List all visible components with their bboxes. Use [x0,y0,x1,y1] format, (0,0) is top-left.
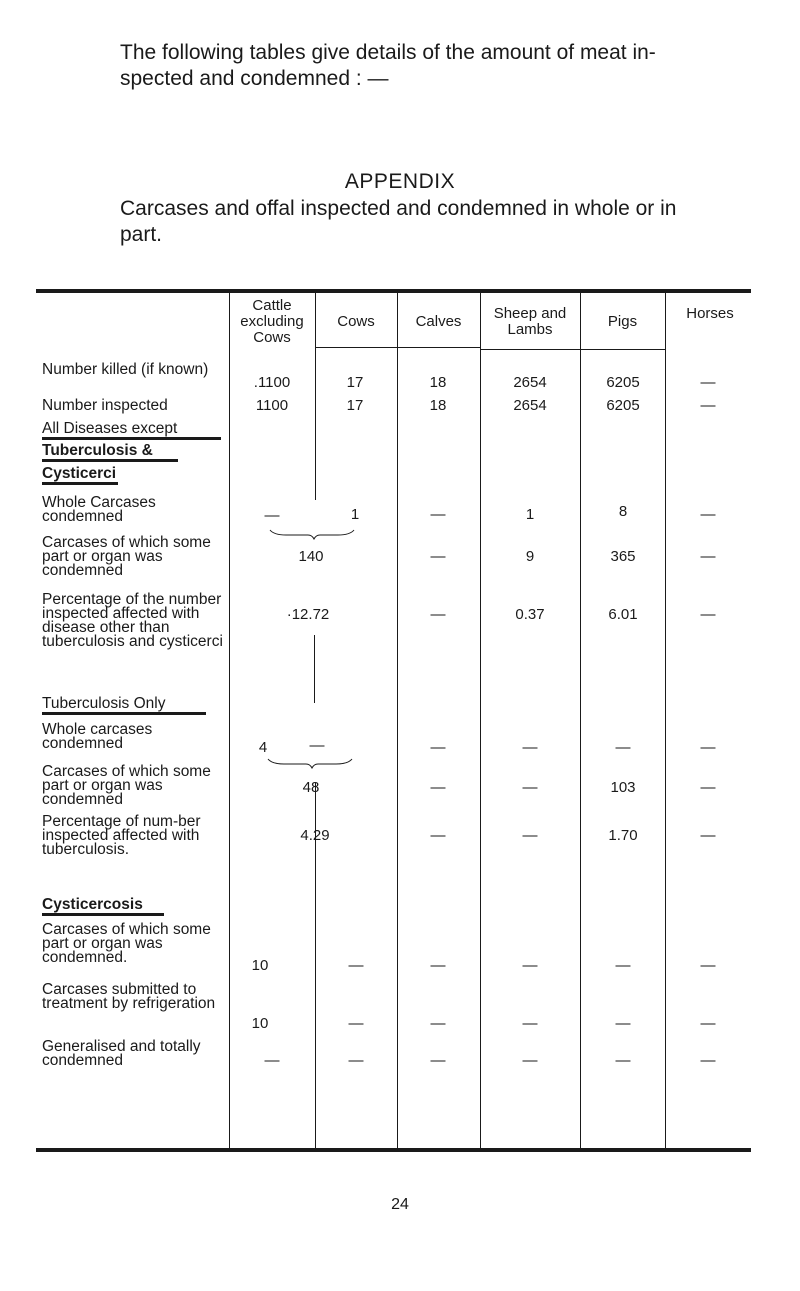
ad-pct-calves: — [430,606,446,623]
ad-pct-pigs: 6.01 [608,606,638,623]
tb-whole-sheep: — [522,739,538,756]
row-label-tb-pct: Percentage of num-ber inspected affected with tuberculosis. [42,813,201,858]
inspected-sheep: 2654 [513,397,547,414]
tb-pct-cattle-cows: 4.29 [300,827,330,844]
tb-pct-calves: — [430,827,446,844]
brace-ad-part [268,528,358,540]
header-underline-right [480,349,665,350]
table-top-rule [36,289,751,293]
row-label-inspected: Number inspected [42,397,168,414]
section-all-diseases-underline2 [42,459,178,462]
tb-whole-cattle: 4 [258,739,268,756]
cy-general-pigs: — [615,1052,631,1069]
cy-part-horses: — [700,957,716,974]
killed-horses: — [700,374,716,391]
inspected-calves: 18 [429,397,447,414]
header-pigs: Pigs [607,313,638,330]
tb-part-horses: — [700,779,716,796]
table-bottom-rule [36,1148,751,1152]
cy-refrig-horses: — [700,1015,716,1032]
ad-pct-horses: — [700,606,716,623]
cy-part-calves: — [430,957,446,974]
row-label-cy-part: Carcases of which some part or organ was condemned. [42,921,211,966]
header-cows: Cows [337,313,375,330]
header-horses: Horses [686,305,734,322]
header-sheep: Sheep and Lambs [493,305,567,338]
cy-part-sheep: — [522,957,538,974]
killed-sheep: 2654 [513,374,547,391]
ad-pct-cattle-cows: ·12.72 [286,606,330,623]
cy-refrig-pigs: — [615,1015,631,1032]
tb-part-cattle-cows: 48 [302,779,320,796]
ad-whole-horses: — [700,506,716,523]
ad-whole-pigs: 8 [618,503,628,520]
tb-whole-cows: — [309,737,325,754]
section-all-diseases-line2: Tuberculosis & [42,442,153,459]
cy-general-cows: — [348,1052,364,1069]
divider-sheep-pigs [580,293,581,1148]
row-label-ad-whole: Whole Carcases condemned [42,494,156,525]
ad-whole-sheep: 1 [525,506,535,523]
ad-pct-sheep: 0.37 [515,606,545,623]
tb-pct-sheep: — [522,827,538,844]
section-all-diseases-line3: Cysticerci [42,465,117,482]
tb-part-pigs: 103 [610,779,636,796]
killed-calves: 18 [429,374,447,391]
section-all-diseases-underline1 [42,437,221,440]
tb-pct-pigs: 1.70 [608,827,638,844]
inspected-pigs: 6205 [606,397,640,414]
section-all-diseases-line1: All Diseases except [42,420,178,437]
ad-part-horses: — [700,548,716,565]
killed-cattle: .1100 [253,374,291,391]
page-number: 24 [391,1196,409,1213]
tb-whole-horses: — [700,739,716,756]
inspected-horses: — [700,397,716,414]
row-label-ad-pct: Percentage of the number inspected affected with disease other than tuberculosis and cysticerci [42,591,223,650]
header-calves: Calves [415,313,462,330]
cy-refrig-calves: — [430,1015,446,1032]
divider-pigs-horses [665,293,666,1148]
section-cysticercosis-underline [42,913,164,916]
ad-part-pigs: 365 [610,548,636,565]
row-label-ad-part: Carcases of which some part or organ was condemned [42,534,211,579]
divider-label-cattle [229,293,230,1148]
appendix-title: APPENDIX [344,170,456,193]
ad-part-cattle-cows: 140 [298,548,324,565]
cy-part-cattle: 10 [251,957,269,974]
cy-refrig-cows: — [348,1015,364,1032]
tb-whole-calves: — [430,739,446,756]
tb-whole-pigs: — [615,739,631,756]
cy-part-pigs: — [615,957,631,974]
row-label-cy-general: Generalised and totally condemned [42,1038,201,1069]
cy-general-calves: — [430,1052,446,1069]
ad-whole-cows: 1 [350,506,360,523]
row-label-tb-part: Carcases of which some part or organ was condemned [42,763,211,808]
cy-refrig-sheep: — [522,1015,538,1032]
table-subtitle: Carcases and offal inspected and condemned in whole or in part. [120,197,677,246]
divider-calves-sheep [480,293,481,1148]
ad-whole-calves: — [430,506,446,523]
cy-general-cattle: — [264,1052,280,1069]
inspected-cattle: 1100 [255,397,289,414]
section-tb-only-underline [42,712,206,715]
tb-part-sheep: — [522,779,538,796]
row-label-tb-whole: Whole carcases condemned [42,721,153,752]
ad-part-calves: — [430,548,446,565]
inspected-cows: 17 [346,397,364,414]
intro-text: The following tables give details of the amount of meat in-spected and condemned : — [120,41,656,90]
divider-cattle-cows-mid [314,635,315,703]
row-label-cy-refrig: Carcases submitted to treatment by refrigeration [42,981,216,1012]
header-cattle: Cattle excluding Cows [240,297,304,346]
ad-whole-cattle: — [264,507,280,524]
tb-pct-horses: — [700,827,716,844]
cy-part-cows: — [348,957,364,974]
section-cysticercosis: Cysticercosis [42,896,143,913]
cy-refrig-cattle: 10 [251,1015,269,1032]
tb-part-calves: — [430,779,446,796]
row-label-killed: Number killed (if known) [42,361,209,378]
killed-cows: 17 [346,374,364,391]
section-tb-only: Tuberculosis Only [42,695,166,712]
cy-general-horses: — [700,1052,716,1069]
cy-general-sheep: — [522,1052,538,1069]
section-all-diseases-underline3 [42,482,118,485]
brace-tb-part [266,757,356,769]
ad-part-sheep: 9 [525,548,535,565]
killed-pigs: 6205 [606,374,640,391]
